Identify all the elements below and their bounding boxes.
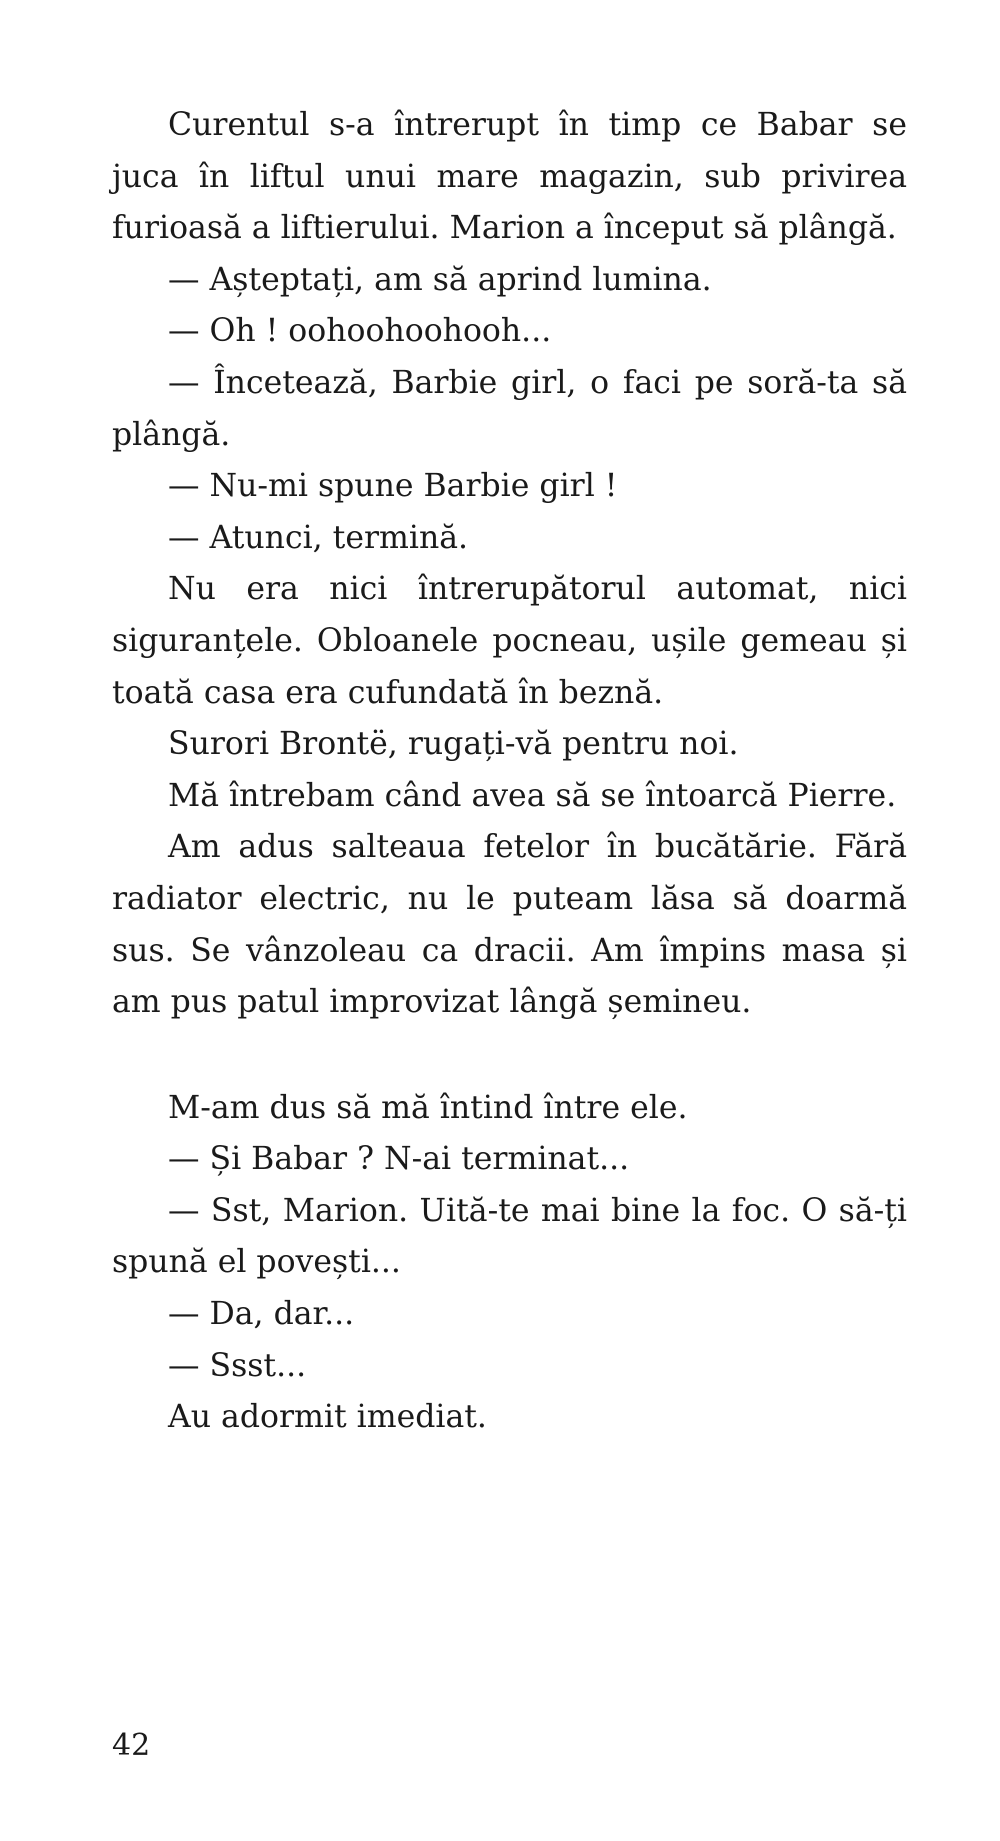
dialogue-line: — Oh ! oohoohoohooh... <box>168 313 552 350</box>
dialogue-line: — Atunci, termină. <box>168 519 469 556</box>
section-break <box>112 1029 907 1083</box>
dialogue-line: — Da, dar... <box>168 1296 355 1333</box>
page-text <box>112 100 907 1444</box>
paragraph: Au adormit imediat. <box>168 1399 487 1436</box>
dialogue-line: — Și Babar ? N-ai terminat... <box>168 1141 630 1178</box>
dialogue-line: — Nu-mi spune Barbie girl ! <box>168 468 618 505</box>
paragraph: Nu era nici întrerupătorul automat, nici siguranțele. Obloanele pocneau, ușile gemeau și toată casa era cufundată în beznă. <box>112 571 907 711</box>
dialogue-line: — Ssst... <box>168 1347 307 1384</box>
paragraph: Am adus salteaua fetelor în bucătărie. Fără radiator electric, nu le puteam lăsa să doarmă sus. Se vânzoleau ca dracii. Am împins masa și am pus patul improvizat lângă șemineu. <box>112 829 907 1021</box>
page-number: 42 <box>112 1728 151 1763</box>
paragraph: M-am dus să mă întind între ele. <box>168 1089 688 1126</box>
dialogue-line: — Încetează, Barbie girl, o faci pe soră-ta să plângă. <box>112 364 907 453</box>
paragraph: Mă întrebam când avea să se întoarcă Pierre. <box>168 777 897 814</box>
dialogue-line: — Așteptați, am să aprind lumina. <box>168 261 712 298</box>
paragraph: Curentul s-a întrerupt în timp ce Babar se juca în liftul unui mare magazin, sub privirea furioasă a liftierului. Marion a început să plângă. <box>112 107 907 247</box>
dialogue-line: — Sst, Marion. Uită-te mai bine la foc. O să-ți spună el povești... <box>112 1192 907 1281</box>
paragraph: Surori Brontë, rugați-vă pentru noi. <box>168 726 739 763</box>
